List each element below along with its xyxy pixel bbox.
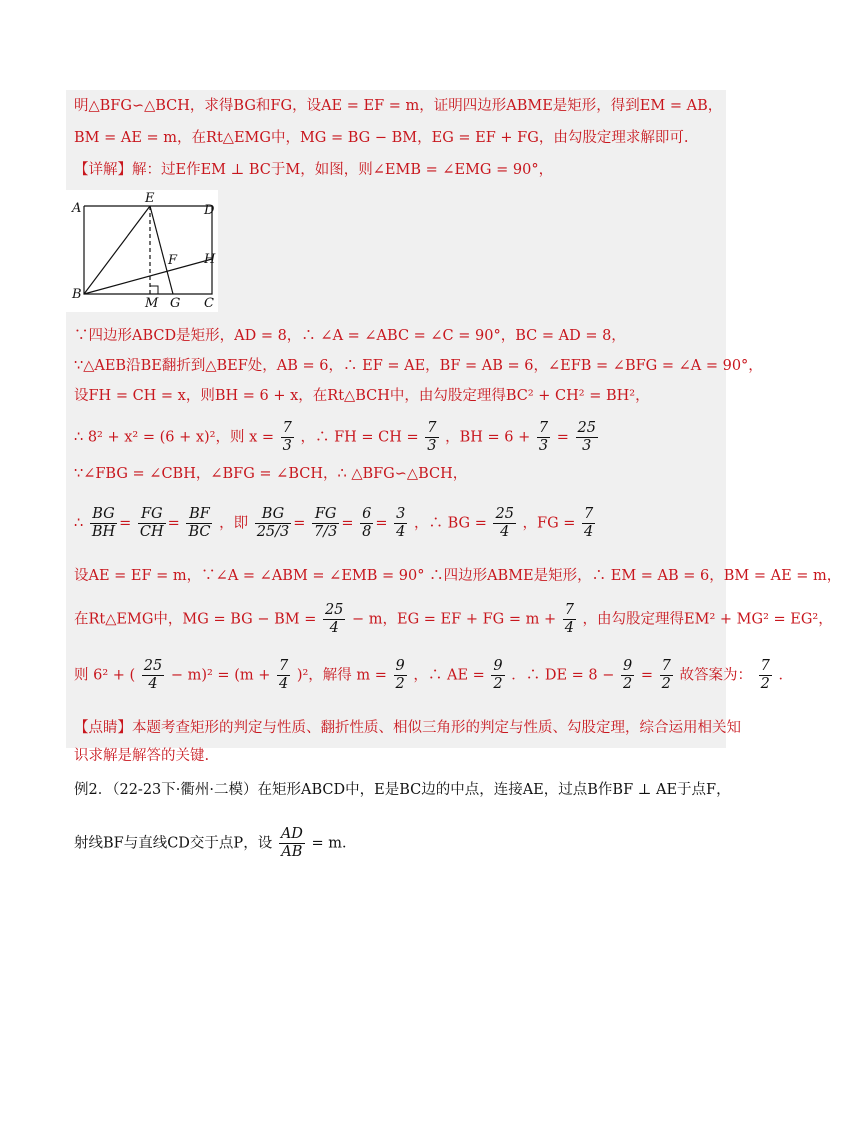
fraction-7-4c: $\frac{7}{4}$ bbox=[278, 658, 289, 692]
solution-line-2: BM = AE = m，在Rt△EMG中，MG = BG − BM，EG = EF + FG，由勾股定理求解即可. bbox=[74, 130, 689, 146]
fraction-7-2b: $\frac{7}{2}$ bbox=[760, 658, 770, 692]
comment-line-1: 【点睛】本题考查矩形的判定与性质、翻折性质、相似三角形的判定与性质、勾股定理，综合运用相关知 bbox=[74, 720, 741, 736]
fraction-3-4: $\frac{3}{4}$ bbox=[396, 506, 406, 540]
fraction-7-2: $\frac{7}{2}$ bbox=[661, 658, 671, 692]
fraction-25-4b: $\frac{25}{4}$ bbox=[324, 602, 344, 636]
solution-background bbox=[66, 90, 726, 748]
fraction-9-2c: $\frac{9}{2}$ bbox=[623, 658, 633, 692]
fraction-7-4b: $\frac{7}{4}$ bbox=[564, 602, 574, 636]
fraction-7-3c: $\frac{7}{3}$ bbox=[538, 420, 549, 454]
fraction-9-2b: $\frac{9}{2}$ bbox=[493, 658, 503, 692]
eq-fh: ，∴ FH = CH = bbox=[300, 429, 419, 446]
solution-line-12: 则 6² + ( $\frac{25}{4}$ − m)² = (m + $\frac{7}{4}$ )²，解得 m = $\frac{9}{2}$ ，∴ AE = $\frac{9}{2}$ ．∴ DE = 8 − $\frac{9}{2}$ = $\frac{7}{2}$ 故答案为： $\frac{7}{2}$ ． bbox=[74, 658, 793, 692]
geometry-figure bbox=[66, 190, 218, 312]
solution-line-8: ∵∠FBG = ∠CBH，∠BFG = ∠BCH，∴ △BFG∽△BCH， bbox=[74, 466, 468, 482]
fraction-6-8: $\frac{6}{8}$ bbox=[362, 506, 372, 540]
comment-line-2: 识求解是解答的关键. bbox=[74, 748, 210, 764]
label-A: A bbox=[72, 201, 82, 216]
solution-line-5: ∵△AEB沿BE翻折到△BEF处，AB = 6，∴ EF = AE，BF = AB = 6，∠EFB = ∠BFG = ∠A = 90°， bbox=[74, 358, 763, 374]
solution-line-1: 明△BFG∽△BCH，求得BG和FG，设AE = EF = m，证明四边形ABME是矩形，得到EM = AB， bbox=[74, 98, 723, 114]
label-H: H bbox=[204, 252, 216, 267]
fraction-fg-7-3: $\frac{FG}{7/3}$ bbox=[314, 506, 338, 540]
fraction-bg-25-3: $\frac{BG}{25/3}$ bbox=[256, 506, 290, 540]
solution-line-7 bbox=[74, 420, 600, 455]
fraction-25-4c: $\frac{25}{4}$ bbox=[143, 658, 163, 692]
fraction-7-3b: $\frac{7}{3}$ bbox=[427, 420, 437, 454]
detail-heading-line: 【详解】解：过E作EM ⊥ BC于M，如图，则∠EMB = ∠EMG = 90°， bbox=[74, 162, 554, 178]
fraction-7-3: $\frac{7}{3}$ bbox=[282, 420, 292, 454]
solution-line-9: ∴ $\frac{BG}{BH}$ = $\frac{FG}{CH}$ = $\frac{BF}{BC}$ ，即 $\frac{BG}{25/3}$ = $\frac{FG}{7/3}$ = $\frac{6}{8}$ = $\frac{3}{4}$ ，∴ BG = $\frac{25}{4}$ ，FG = $\frac{7}{4}$ bbox=[74, 506, 594, 540]
label-D: D bbox=[204, 203, 215, 218]
label-C: C bbox=[204, 296, 214, 311]
fraction-bf-bc: $\frac{BF}{BC}$ bbox=[188, 506, 211, 540]
fraction-25-4: $\frac{25}{4}$ bbox=[495, 506, 514, 540]
fraction-7-4: $\frac{7}{4}$ bbox=[584, 506, 594, 540]
fraction-bg-bh: $\frac{BG}{BH}$ bbox=[91, 506, 116, 540]
example-line-2: 射线BF与直线CD交于点P，设 $\frac{AD}{AB}$ = m． bbox=[74, 826, 357, 860]
solution-line-4: ∵四边形ABCD是矩形，AD = 8，∴ ∠A = ∠ABC = ∠C = 90°，BC = AD = 8， bbox=[74, 328, 626, 344]
solution-line-10: 设AE = EF = m，∵∠A = ∠ABM = ∠EMB = 90° ∴四边形ABME是矩形，∴ EM = AB = 6，BM = AE = m， bbox=[74, 568, 841, 584]
fraction-fg-ch: $\frac{FG}{CH}$ bbox=[139, 506, 164, 540]
label-G: G bbox=[170, 296, 181, 311]
eq-bh: ，BH = 6 + bbox=[445, 429, 531, 446]
fraction-ad-ab: $\frac{AD}{AB}$ bbox=[280, 826, 303, 860]
solution-line-11: 在Rt△EMG中，MG = BG − BM = $\frac{25}{4}$ − m，EG = EF + FG = m + $\frac{7}{4}$ ，由勾股定理得EM² + MG² = EG²， bbox=[74, 602, 833, 636]
label-E: E bbox=[145, 191, 155, 206]
example-line-1: 例2．（22-23下·衢州·二模）在矩形ABCD中，E是BC边的中点，连接AE，过点B作BF ⊥ AE于点F， bbox=[74, 782, 731, 798]
label-F: F bbox=[168, 253, 178, 268]
solution-line-6: 设FH = CH = x，则BH = 6 + x，在Rt△BCH中，由勾股定理得BC² + CH² = BH²， bbox=[74, 388, 650, 404]
fraction-25-3: $\frac{25}{3}$ bbox=[577, 420, 596, 454]
label-B: B bbox=[72, 287, 82, 302]
eq-start: ∴ 8² + x² = (6 + x)²，则 x = bbox=[74, 429, 275, 446]
label-M: M bbox=[145, 296, 159, 311]
eq-equals: = bbox=[556, 429, 569, 446]
fraction-9-2: $\frac{9}{2}$ bbox=[395, 658, 405, 692]
